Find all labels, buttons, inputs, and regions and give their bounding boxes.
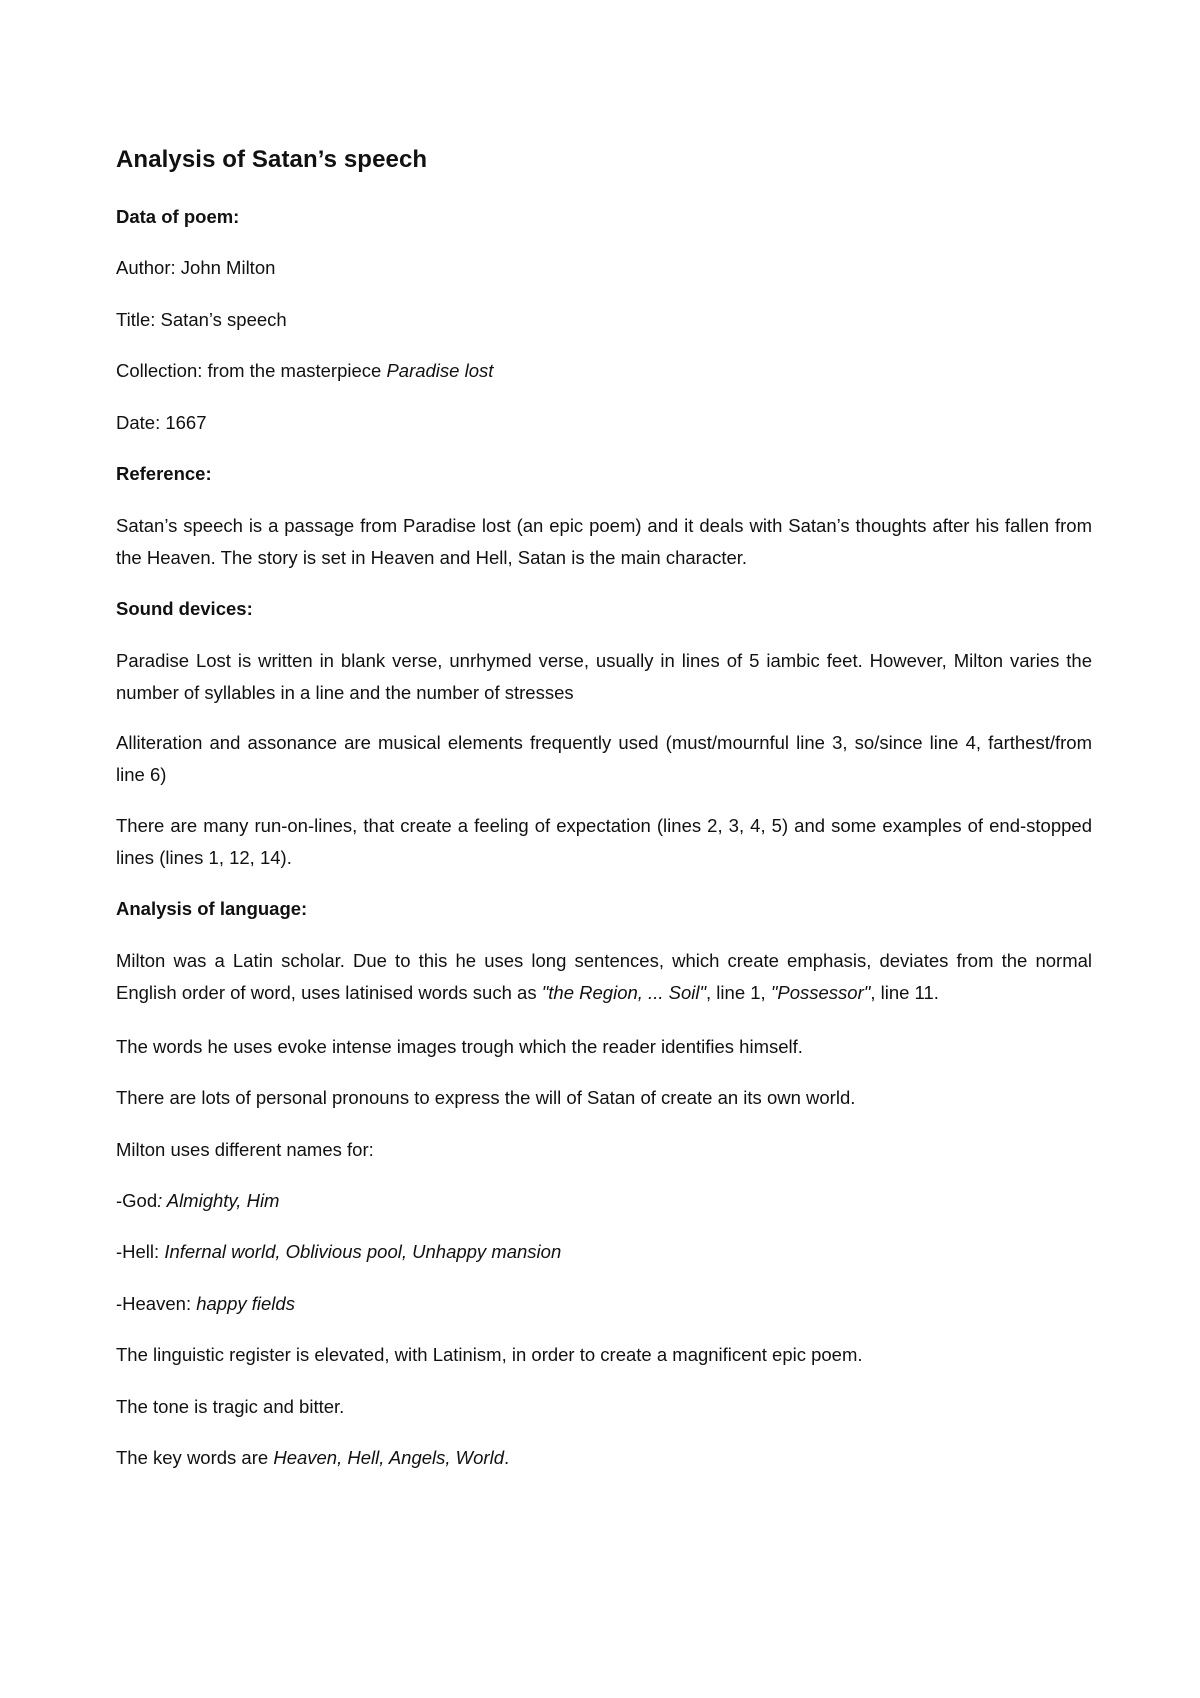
name-hell-value: Infernal world, Oblivious pool, Unhappy mansion xyxy=(164,1241,562,1262)
data-heading: Data of poem: xyxy=(116,206,240,227)
author-label: Author: xyxy=(116,257,176,278)
collection-work: Paradise lost xyxy=(386,360,494,381)
collection-line xyxy=(116,360,493,382)
title-value: Satan’s speech xyxy=(155,309,287,330)
sound-paragraph-1: Paradise Lost is written in blank verse, unrhymed verse, usually in lines of 5 iambic feet. However, Milton varies the number of syllables in a line and the number of stresses xyxy=(116,650,1092,703)
language-paragraph-1 xyxy=(116,945,1092,1009)
name-heaven xyxy=(116,1293,295,1315)
reference-heading: Reference: xyxy=(116,463,212,484)
sound-heading: Sound devices: xyxy=(116,598,253,619)
name-hell-sep: : xyxy=(154,1241,165,1262)
name-god-sep: : xyxy=(157,1190,167,1211)
language-paragraph-3: There are lots of personal pronouns to express the will of Satan of create an its own world. xyxy=(116,1087,856,1108)
collection-label: Collection: xyxy=(116,360,203,381)
lang-p1-text-1: Milton was a Latin scholar. Due to this he uses long sentences, which create emphasis, deviates from the normal English order of word, uses latinised words such as xyxy=(116,950,1092,1003)
page-title: Analysis of Satan’s speech xyxy=(116,146,428,173)
reference-paragraph: Satan’s speech is a passage from Paradise lost (an epic poem) and it deals with Satan’s thoughts after his fallen from the Heaven. The story is set in Heaven and Hell, Satan is the main character. xyxy=(116,515,1092,568)
name-heaven-value: happy fields xyxy=(196,1293,295,1314)
date-value: 1667 xyxy=(160,412,207,433)
name-god xyxy=(116,1190,279,1212)
lang-p1-quote-2: "Possessor" xyxy=(770,982,871,1003)
language-paragraph-2: The words he uses evoke intense images trough which the reader identifies himself. xyxy=(116,1036,803,1057)
keywords-text: The key words are xyxy=(116,1447,274,1468)
name-hell xyxy=(116,1241,561,1263)
lang-p1-text-3: , line 11. xyxy=(870,982,939,1003)
date-line xyxy=(116,412,207,434)
author-line xyxy=(116,257,275,279)
lang-p1-quote-1: "the Region, ... Soil" xyxy=(541,982,707,1003)
keywords-paragraph xyxy=(116,1447,509,1469)
tone-paragraph: The tone is tragic and bitter. xyxy=(116,1396,345,1417)
language-paragraph-4: Milton uses different names for: xyxy=(116,1139,374,1160)
name-god-label: -God xyxy=(116,1190,158,1211)
author-value: John Milton xyxy=(175,257,276,278)
sound-paragraph-3: There are many run-on-lines, that create a feeling of expectation (lines 2, 3, 4, 5) and some examples of end-stopped lines (lines 1, 12, 14). xyxy=(116,815,1092,868)
keywords-end: . xyxy=(504,1447,510,1468)
language-heading: Analysis of language: xyxy=(116,898,308,919)
date-label: Date: xyxy=(116,412,161,433)
name-heaven-sep: : xyxy=(185,1293,197,1314)
title-line xyxy=(116,309,287,331)
name-god-value: Almighty, Him xyxy=(166,1190,280,1211)
name-heaven-label: -Heaven xyxy=(116,1293,186,1314)
collection-value: from the masterpiece xyxy=(202,360,387,381)
keywords-words: Heaven, Hell, Angels, World xyxy=(273,1447,504,1468)
lang-p1-text-2: , line 1, xyxy=(706,982,771,1003)
register-paragraph: The linguistic register is elevated, with Latinism, in order to create a magnificent epic poem. xyxy=(116,1344,863,1365)
name-hell-label: -Hell xyxy=(116,1241,155,1262)
title-label: Title: xyxy=(116,309,156,330)
sound-paragraph-2: Alliteration and assonance are musical elements frequently used (must/mournful line 3, so/since line 4, farthest/from line 6) xyxy=(116,732,1092,785)
